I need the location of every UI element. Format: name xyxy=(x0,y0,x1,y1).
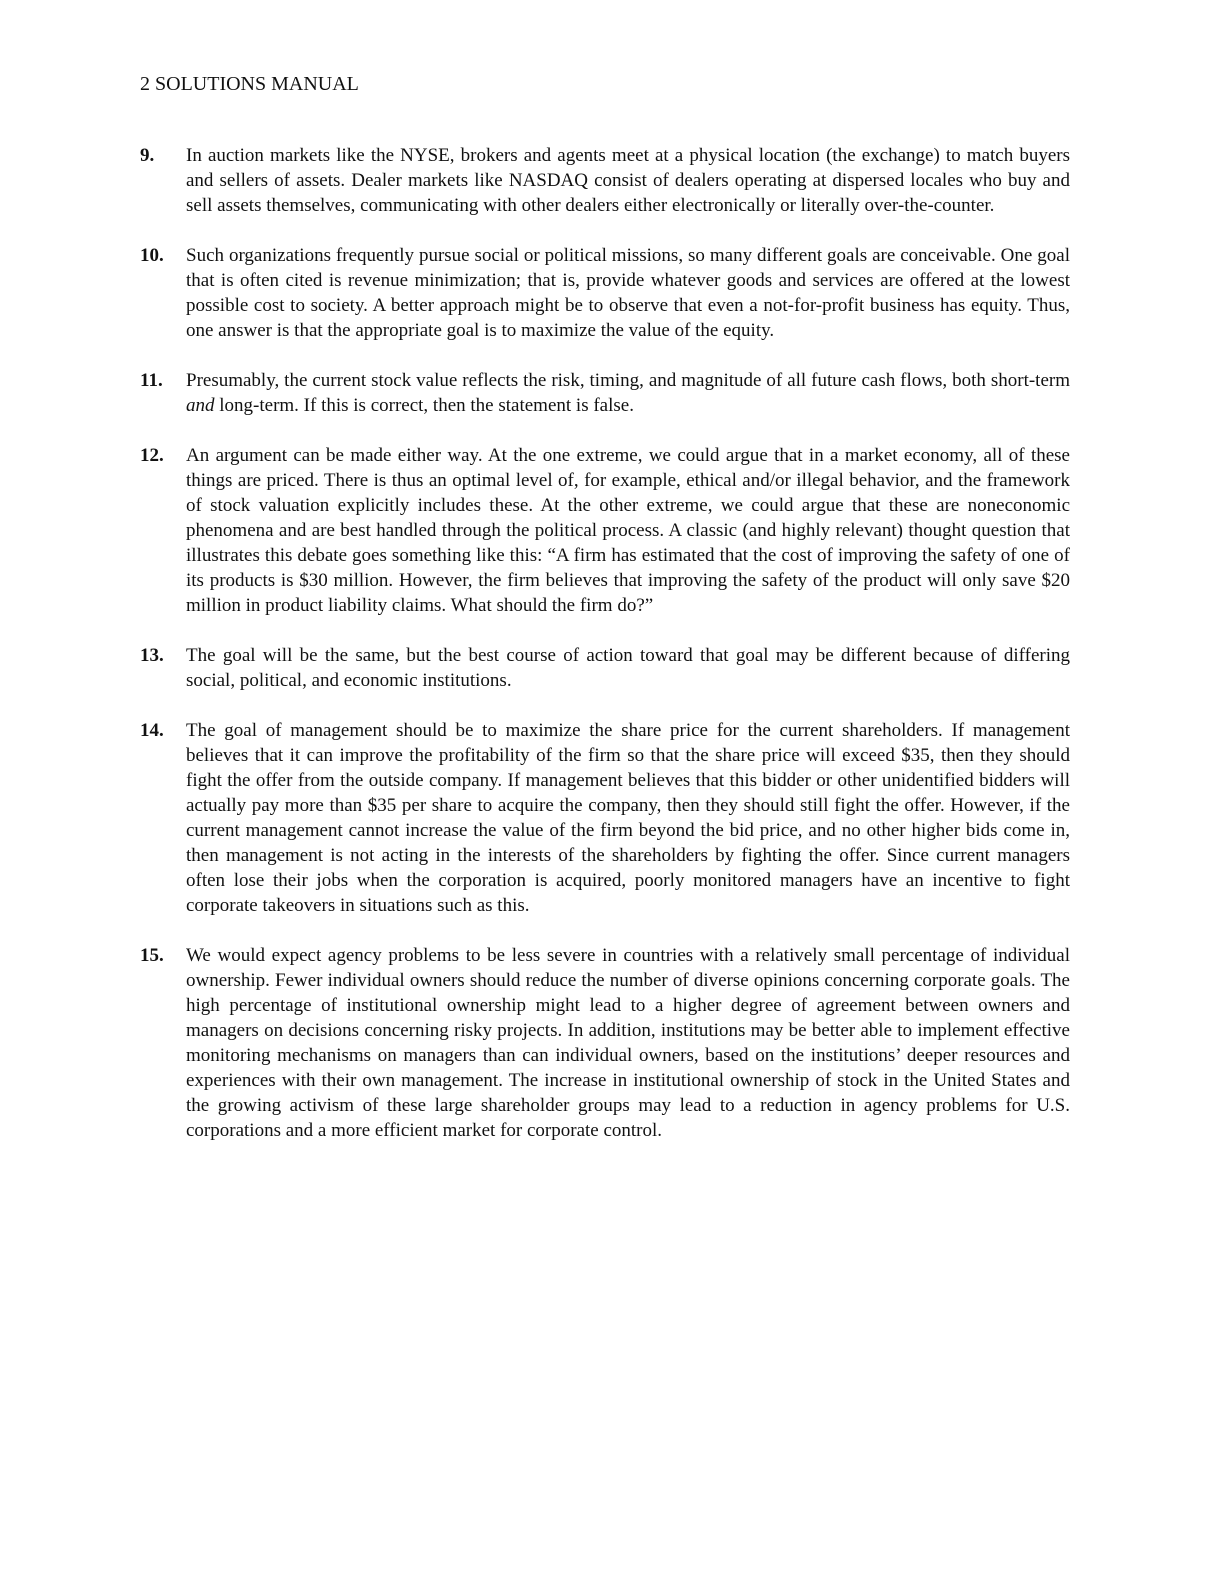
answer-number: 12. xyxy=(140,445,164,466)
answer-number: 11. xyxy=(140,370,163,391)
answer-item-12 xyxy=(140,443,1070,618)
answer-text-emphasis: and xyxy=(186,395,215,416)
answer-number: 9. xyxy=(140,145,155,166)
answer-item-14 xyxy=(140,718,1070,918)
answer-number: 13. xyxy=(140,645,164,666)
answer-number: 15. xyxy=(140,945,164,966)
answer-item-11 xyxy=(140,368,1070,418)
answer-text: Such organizations frequently pursue social or political missions, so many different goals are conceivable. One goal that is often cited is revenue minimization; that is, provide whatever goods and services are offered at the lowest possible cost to society. A better approach might be to observe that even a not-for-profit business has equity. Thus, one answer is that the appropriate goal is to maximize the value of the equity. xyxy=(186,245,1070,341)
running-header: 2 SOLUTIONS MANUAL xyxy=(140,73,359,95)
answer-text: An argument can be made either way. At the one extreme, we could argue that in a market economy, all of these things are priced. There is thus an optimal level of, for example, ethical and/or illegal behavior, and the framework of stock valuation explicitly includes these. At the other extreme, we could argue that these are noneconomic phenomena and are best handled through the political process. A classic (and highly relevant) thought question that illustrates this debate goes something like this: “A firm has estimated that the cost of improving the safety of one of its products is $30 million. However, the firm believes that improving the safety of the product will only save $20 million in product liability claims. What should the firm do?” xyxy=(186,445,1070,616)
answer-text: The goal of management should be to maximize the share price for the current shareholders. If management believes that it can improve the profitability of the firm so that the share price will exceed $35, then they should fight the offer from the outside company. If management believes that this bidder or other unidentified bidders will actually pay more than $35 per share to acquire the company, then they should still fight the offer. However, if the current management cannot increase the value of the firm beyond the bid price, and no other higher bids come in, then management is not acting in the interests of the shareholders by fighting the offer. Since current managers often lose their jobs when the corporation is acquired, poorly monitored managers have an incentive to fight corporate takeovers in situations such as this. xyxy=(186,720,1070,916)
answer-text: In auction markets like the NYSE, brokers and agents meet at a physical location (the exchange) to match buyers and sellers of assets. Dealer markets like NASDAQ consist of dealers operating at dispersed locales who buy and sell assets themselves, communicating with other dealers either electronically or literally over-the-counter. xyxy=(186,145,1070,216)
answer-item-9 xyxy=(140,143,1070,218)
answer-list xyxy=(140,143,1070,1168)
answer-text-part: Presumably, the current stock value reflects the risk, timing, and magnitude of all future cash flows, both short-term xyxy=(186,370,1070,391)
answer-text: We would expect agency problems to be less severe in countries with a relatively small percentage of individual ownership. Fewer individual owners should reduce the number of diverse opinions concerning corporate goals. The high percentage of institutional ownership might lead to a higher degree of agreement between owners and managers on decisions concerning risky projects. In addition, institutions may be better able to implement effective monitoring mechanisms on managers than can individual owners, based on the institutions’ deeper resources and experiences with their own management. The increase in institutional ownership of stock in the United States and the growing activism of these large shareholder groups may lead to a reduction in agency problems for U.S. corporations and a more efficient market for corporate control. xyxy=(186,945,1070,1141)
answer-item-13 xyxy=(140,643,1070,693)
answer-number: 10. xyxy=(140,245,164,266)
answer-item-15 xyxy=(140,943,1070,1143)
answer-number: 14. xyxy=(140,720,164,741)
answer-item-10 xyxy=(140,243,1070,343)
answer-text: The goal will be the same, but the best course of action toward that goal may be different because of differing social, political, and economic institutions. xyxy=(186,645,1070,691)
answer-text-part: long-term. If this is correct, then the statement is false. xyxy=(214,395,634,416)
answer-text xyxy=(186,370,1070,416)
